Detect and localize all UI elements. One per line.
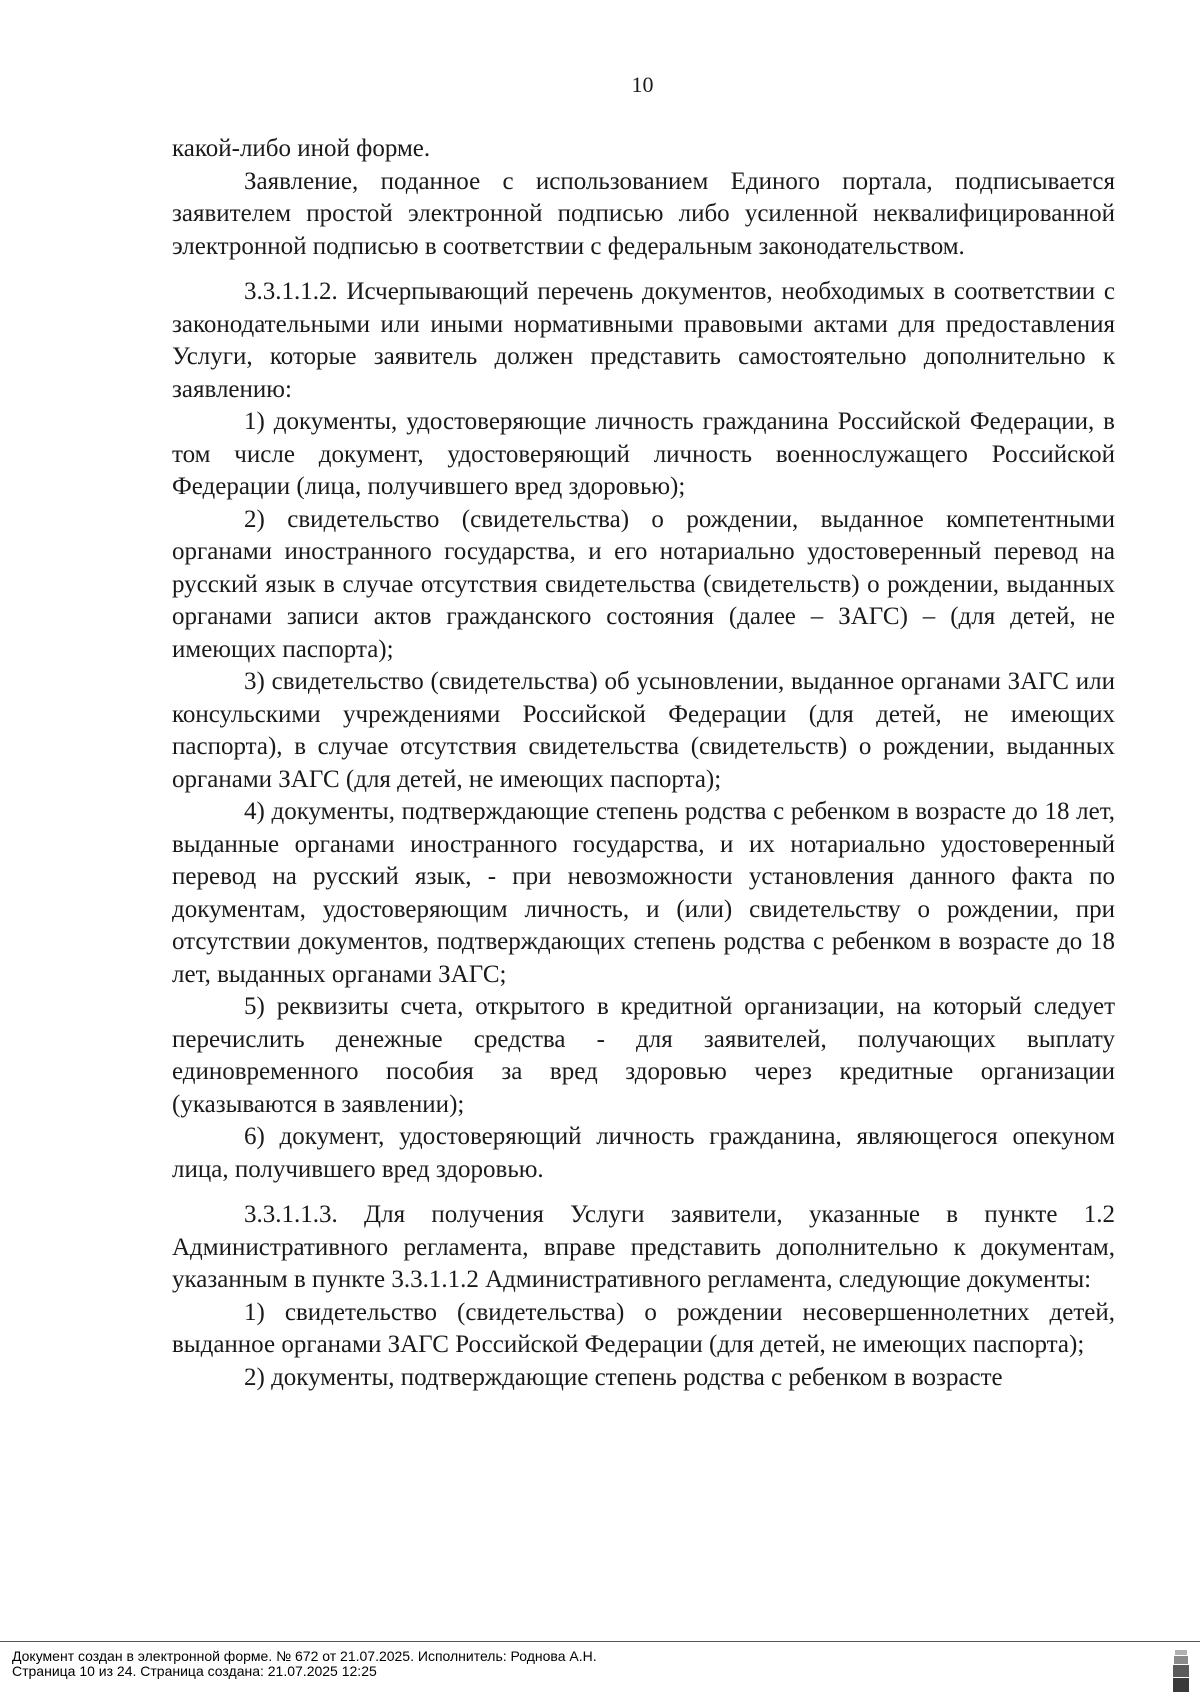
paragraph: какой-либо иной форме. <box>172 135 431 162</box>
list-item: 3) свидетельство (свидетельства) об усыновлении, выданное органами ЗАГС или консульскими учреждениями Российской Федерации (для детей, не имеющих паспорта), в случае отсутствия свидетельства (свидетельств) о рождении, выданных органами ЗАГС (для детей, не имеющих паспорта); <box>172 668 1115 793</box>
list-item: 2) документы, подтверждающие степень родства с ребенком в возрасте <box>244 1363 1003 1391</box>
list-item: 5) реквизиты счета, открытого в кредитной организации, на который следует перечислить денежные средства - для заявителей, получающих выплату единовременного пособия за вред здоровью через кредитные организации (указываются в заявлении); <box>172 993 1115 1118</box>
section-3-3-1-1-2: 3.3.1.1.2. Исчерпывающий перечень документов, необходимых в соответствии с законодательными или иными нормативными правовыми актами для предоставления Услуги, которые заявитель должен представить самостоятельно дополнительно к заявлению: <box>172 278 1115 403</box>
section-3-3-1-1-3: 3.3.1.1.3. Для получения Услуги заявители, указанные в пункте 1.2 Административного регламента, вправе представить дополнительно к документам, указанным в пункте 3.3.1.1.2 Административного регламента, следующие документы: <box>172 1201 1115 1293</box>
list-item: 4) документы, подтверждающие степень родства с ребенком в возрасте до 18 лет, выданные органами иностранного государства, и их нотариально удостоверенный перевод на русский язык, - при невозможности установления данного факта по документам, удостоверяющим личность, и (или) свидетельству о рождении, при отсутствии документов, подтверждающих степень родства с ребенком в возрасте до 18 лет, выданных органами ЗАГС; <box>172 798 1115 988</box>
list-item: 2) свидетельство (свидетельства) о рождении, выданное компетентными органами иностранного государства, и его нотариально удостоверенный перевод на русский язык в случае отсутствия свидетельства (свидетельств) о рождении, выданных органами записи актов гражданского состояния (далее – ЗАГС) – (для детей, не имеющих паспорта); <box>172 505 1115 663</box>
coat-of-arms-icon <box>1172 1648 1190 1694</box>
footer-line-document: Документ создан в электронной форме. № 672 от 21.07.2025. Исполнитель: Роднова А.Н. <box>12 1648 597 1664</box>
page-number: 10 <box>631 72 654 97</box>
list-item: 1) документы, удостоверяющие личность гражданина Российской Федерации, в том числе документ, удостоверяющий личность военнослужащего Российской Федерации (лица, получившего вред здоровью); <box>172 408 1115 500</box>
document-footer <box>0 1641 1200 1679</box>
list-item: 1) свидетельство (свидетельства) о рождении несовершеннолетних детей, выданное органами ЗАГС Российской Федерации (для детей, не имеющих паспорта); <box>172 1298 1115 1358</box>
footer-text <box>12 1649 597 1679</box>
list-item: 6) документ, удостоверяющий личность гражданина, являющегося опекуном лица, получившего вред здоровью. <box>172 1123 1115 1183</box>
document-body <box>172 133 1115 1394</box>
footer-line-page: Страница 10 из 24. Страница создана: 21.07.2025 12:25 <box>12 1663 377 1679</box>
paragraph: Заявление, поданное с использованием Единого портала, подписывается заявителем простой электронной подписью либо усиленной неквалифицированной электронной подписью в соответствии с федеральным законодательством. <box>172 167 1115 260</box>
